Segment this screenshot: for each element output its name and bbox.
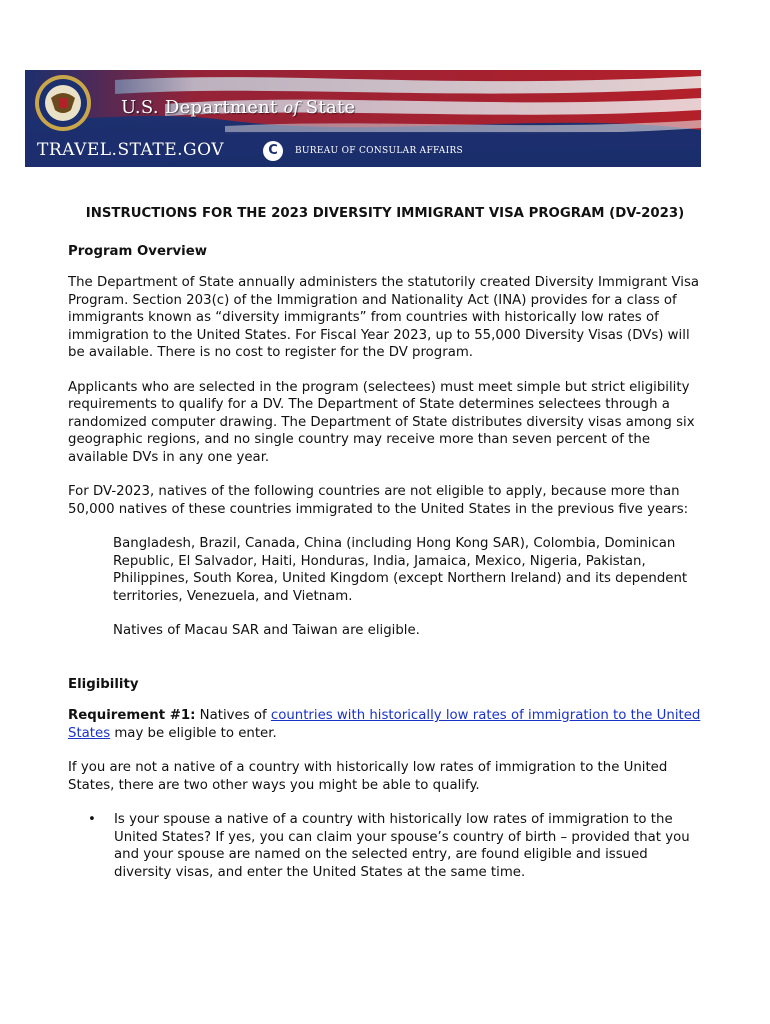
consular-badge-icon: C — [263, 141, 283, 161]
list-item: • Is your spouse a native of a country with historically low rates of immigration to the United States? If yes, you can claim your spouse’s country of birth – provided that you and your spouse are named on the selected entry, are found eligible and issued diversity visas, and enter the United States at the same time. — [88, 812, 690, 880]
paragraph: The Department of State annually administers the statutorily created Diversity Immigrant Visa Program. Section 203(c) of the Immigration and Nationality Act (INA) provides for a class of immigrants known as “diversity immigrants” from countries with historically low rates of immigration to the United States. For Fiscal Year 2023, up to 55,000 Diversity Visas (DVs) will be available. There is no cost to register for the DV program. — [68, 275, 700, 360]
site-name: TRAVEL.STATE.GOV — [37, 140, 224, 160]
requirement-1: Requirement #1: Natives of countries with historically low rates of immigration to the United States may be eligible to enter. — [68, 708, 701, 741]
paragraph: Applicants who are selected in the program (selectees) must meet simple but strict eligibility requirements to qualify for a DV. The Department of State determines selectees through a randomized computer drawing. The Department of State distributes diversity visas among six geographic regions, and no single country may receive more than seven percent of the available DVs in any one year. — [68, 379, 695, 465]
department-name: U.S. Department of State — [121, 97, 356, 118]
low-immigration-countries-link[interactable]: countries with historically low rates of immigration to the United States — [68, 708, 701, 741]
header-banner — [25, 70, 701, 167]
eligible-note: Natives of Macau SAR and Taiwan are eligible. — [113, 623, 420, 638]
seal-icon — [35, 75, 91, 131]
bureau-name: BUREAU OF CONSULAR AFFAIRS — [295, 146, 463, 156]
document-body — [68, 205, 702, 881]
paragraph: If you are not a native of a country with historically low rates of immigration to the United States, there are two other ways you might be able to qualify. — [68, 760, 668, 793]
requirement-label: Requirement #1: — [68, 708, 196, 723]
section-heading-overview: Program Overview — [68, 243, 208, 259]
bullet-icon: • — [88, 812, 96, 827]
ineligible-countries-list: Bangladesh, Brazil, Canada, China (including Hong Kong SAR), Colombia, Dominican Republic, El Salvador, Haiti, Honduras, India, Jamaica, Mexico, Nigeria, Pakistan, Philippines, South Korea, United Kingdom (except Northern Ireland) and its dependent territories, Venezuela, and Vietnam. — [113, 536, 688, 604]
section-heading-eligibility: Eligibility — [68, 676, 139, 692]
document-title: INSTRUCTIONS FOR THE 2023 DIVERSITY IMMIGRANT VISA PROGRAM (DV-2023) — [85, 206, 685, 221]
paragraph: For DV-2023, natives of the following countries are not eligible to apply, because more than 50,000 natives of these countries immigrated to the United States in the previous five years: — [68, 484, 689, 517]
